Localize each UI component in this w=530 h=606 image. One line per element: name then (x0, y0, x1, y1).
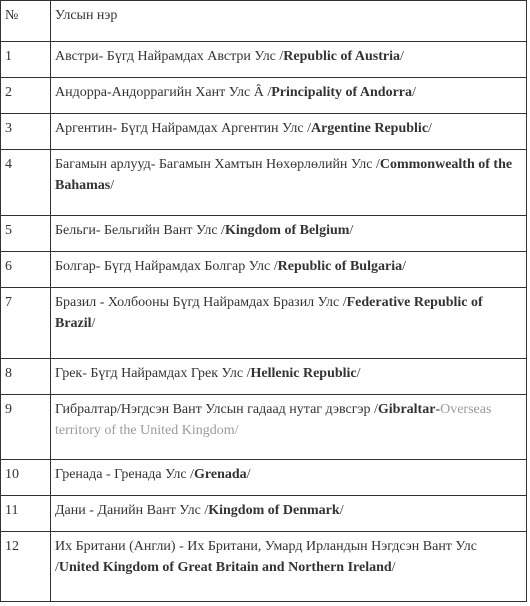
row-number: 12 (1, 532, 51, 602)
country-name (51, 252, 527, 288)
row-number: 5 (1, 216, 51, 252)
country-name (51, 216, 527, 252)
table-row (1, 78, 527, 114)
row-number: 10 (1, 460, 51, 496)
header-country-name-cell: Улсын нэр (51, 1, 527, 42)
country-name-mn: Болгар- Бүгд Найрамдах Болгар Улс / (55, 259, 278, 274)
country-name-en: Argentine Republic (310, 121, 429, 136)
country-name (51, 359, 527, 395)
country-name (51, 114, 527, 150)
country-name-mn: Багамын арлууд- Багамын Хамтын Нөхөрлөлийн Улс / (55, 157, 380, 172)
country-name-mn: Грек- Бүгд Найрамдах Грек Улс / (55, 366, 251, 381)
header-number-cell: № (1, 1, 51, 42)
country-name-en: Hellenic Republic (250, 366, 357, 381)
country-name (51, 532, 527, 602)
name-suffix: / (91, 316, 96, 331)
row-number: 9 (1, 395, 51, 460)
row-number: 1 (1, 42, 51, 78)
table-row (1, 460, 527, 496)
country-name-en: Kingdom of Belgium (224, 223, 350, 238)
country-name-en: Gibraltar (377, 402, 436, 417)
country-name-en: Republic of Bulgaria (277, 259, 403, 274)
country-name-en: Republic of Austria (283, 49, 400, 64)
table-row (1, 395, 527, 460)
country-name (51, 78, 527, 114)
table-row (1, 114, 527, 150)
row-number: 8 (1, 359, 51, 395)
country-name-en: Commonwealth of the Bahamas (55, 157, 513, 193)
name-suffix: / (428, 121, 432, 136)
name-suffix: / (246, 467, 251, 482)
row-number: 2 (1, 78, 51, 114)
country-name (51, 496, 527, 532)
country-name (51, 42, 527, 78)
table-row (1, 216, 527, 252)
table-row (1, 496, 527, 532)
country-name-en: Principality of Andorra (271, 85, 413, 100)
name-suffix: / (110, 178, 115, 193)
table-header-row (1, 1, 527, 42)
country-name-en: Kingdom of Denmark (208, 503, 340, 518)
name-suffix: / (412, 85, 416, 100)
country-name (51, 395, 527, 460)
country-name-mn: Бразил - Холбооны Бүгд Найрамдах Бразил Улс / (55, 295, 347, 310)
row-number: 11 (1, 496, 51, 532)
name-suffix: / (391, 560, 396, 575)
country-name-en: Grenada (194, 467, 247, 482)
name-suffix: / (399, 49, 404, 64)
country-name-mn: Аргентин- Бүгд Найрамдах Аргентин Улс / (55, 121, 311, 136)
name-suffix: / (402, 259, 406, 274)
country-name (51, 150, 527, 216)
country-name-mn: Гибралтар/Нэгдсэн Вант Улсын гадаад нутаг дэвсгэр / (55, 402, 378, 417)
country-name (51, 460, 527, 496)
name-suffix: - (435, 402, 441, 417)
country-name-en: Federative Republic of Brazil (55, 295, 483, 331)
country-name-mn: Бельги- Бельгийн Вант Улс / (55, 223, 225, 238)
name-suffix: / (356, 366, 361, 381)
country-name-en: United Kingdom of Great Britain and Northern Ireland (58, 560, 392, 575)
row-number: 4 (1, 150, 51, 216)
table-row (1, 150, 527, 216)
name-suffix: / (349, 223, 354, 238)
country-name (51, 288, 527, 359)
country-name-mn: Дани - Данийн Вант Улс / (55, 503, 209, 518)
table-row (1, 532, 527, 602)
table-row (1, 288, 527, 359)
country-name-en-muted: Overseas territory of the United Kingdom/ (55, 402, 492, 438)
table-row (1, 42, 527, 78)
row-number: 6 (1, 252, 51, 288)
country-name-mn: Австри- Бүгд Найрамдах Австри Улс / (55, 49, 284, 64)
row-number: 7 (1, 288, 51, 359)
name-suffix: / (339, 503, 344, 518)
country-name-mn: Их Британи (Англи) - Их Британи, Умард Ирландын Нэгдсэн Вант Улс / (55, 539, 477, 575)
table-row (1, 252, 527, 288)
country-name-mn: Гренада - Гренада Улс / (55, 467, 195, 482)
table-row (1, 359, 527, 395)
country-name-mn: Андорра-Андоррагийн Хант Улс Â / (55, 85, 272, 100)
row-number: 3 (1, 114, 51, 150)
